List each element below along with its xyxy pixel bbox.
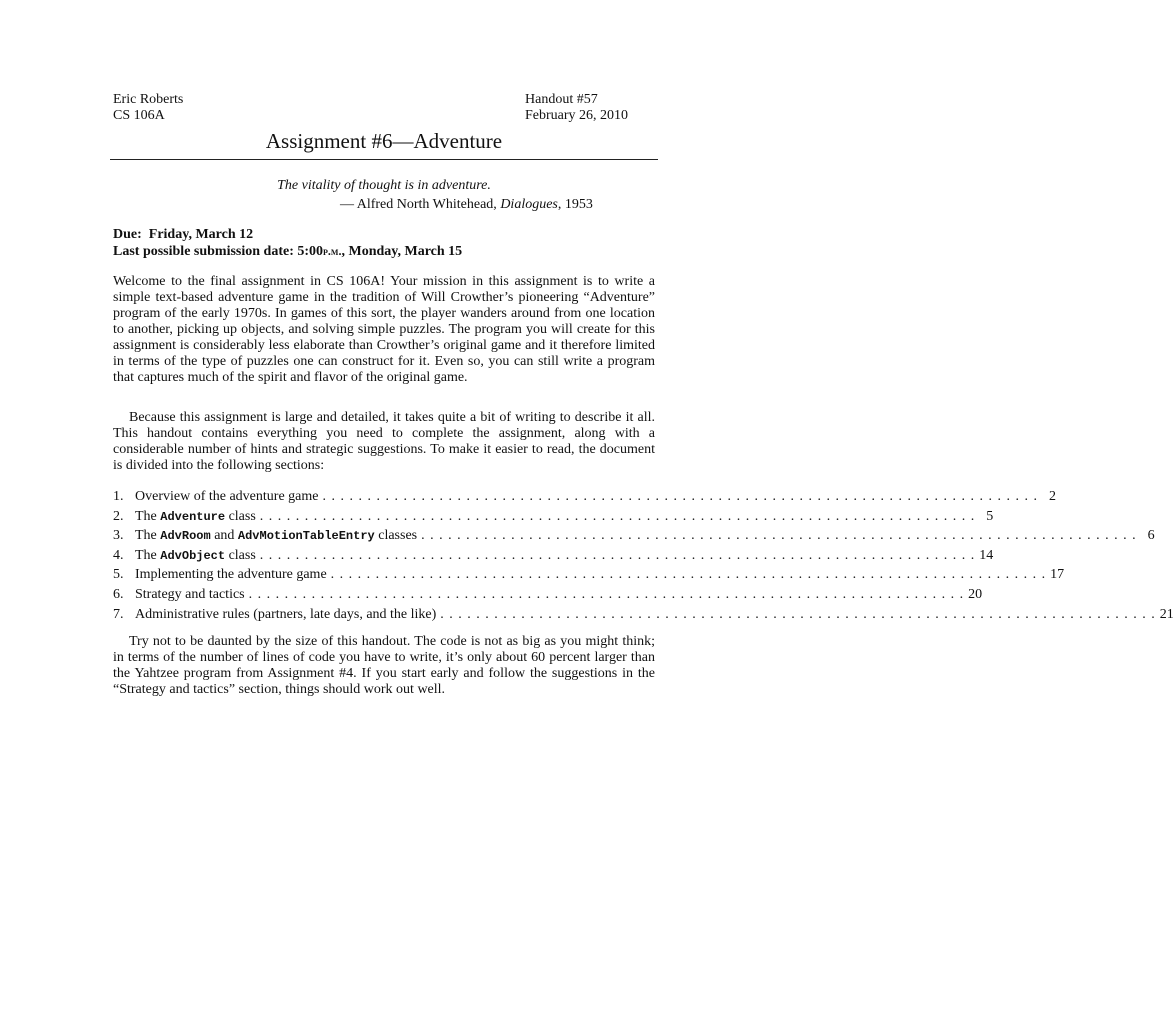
toc-leader: . . . . . . . . . . . . . . . . . . . . . . . . . . . . . . . . . . . . . . . . . . . . . . . . . . . . . . . . . . . . . . . . . . . . . . . . . . . . . . . . — [322, 489, 1038, 504]
sections-paragraph: Because this assignment is large and detailed, it takes quite a bit of writing to describe it all. This handout contains everything you need to complete the assignment, along with a considerable number of hints and strategic suggestions. To make it easier to read, the document is divided into the following sections: — [113, 410, 655, 473]
attribution-author: — Alfred North Whitehead, — [340, 197, 497, 212]
attribution-work: Dialogues — [500, 197, 558, 212]
last-submission-date: Last possible submission date: 5:00p.m., Monday, March 15 — [113, 244, 463, 259]
due-dates — [113, 227, 462, 260]
toc-leader: . . . . . . . . . . . . . . . . . . . . . . . . . . . . . . . . . . . . . . . . . . . . . . . . . . . . . . . . . . . . . . . . . . . . . . . . . . . . . . . . — [330, 567, 1047, 583]
header-left — [113, 92, 183, 124]
toc-number: 6. — [113, 586, 124, 602]
toc-number: 5. — [113, 567, 124, 583]
toc-leader: . . . . . . . . . . . . . . . . . . . . . . . . . . . . . . . . . . . . . . . . . . . . . . . . . . . . . . . . . . . . . . . . . . . . . . . . . . . . . . . . — [259, 547, 976, 563]
toc-label: Implementing the adventure game — [135, 567, 327, 583]
toc-entry — [113, 547, 994, 568]
closing-paragraph: Try not to be daunted by the size of this handout. The code is not as big as you might think; in terms of the number of lines of code you have to write, it’s only about 60 percent larger than the Yahtzee program from Assignment #4. If you start early and follow the suggestions in the “Strategy and tactics” section, things should work out well. — [113, 634, 655, 697]
toc-leader: . . . . . . . . . . . . . . . . . . . . . . . . . . . . . . . . . . . . . . . . . . . . . . . . . . . . . . . . . . . . . . . . . . . . . . . . . . . . . . . . — [248, 586, 965, 602]
toc-leader: . . . . . . . . . . . . . . . . . . . . . . . . . . . . . . . . . . . . . . . . . . . . . . . . . . . . . . . . . . . . . . . . . . . . . . . . . . . . . . . . — [421, 528, 1137, 544]
table-of-contents — [113, 489, 1174, 626]
toc-page-number: 20 — [968, 586, 983, 602]
toc-number: 2. — [113, 508, 124, 524]
toc-entry — [113, 528, 1155, 548]
epigraph-attribution — [340, 197, 593, 213]
toc-leader: . . . . . . . . . . . . . . . . . . . . . . . . . . . . . . . . . . . . . . . . . . . . . . . . . . . . . . . . . . . . . . . . . . . . . . . . . . . . . . . . — [440, 606, 1156, 622]
toc-entry — [113, 606, 1174, 627]
attribution-year: , 1953 — [557, 197, 593, 212]
toc-label: The AdvRoom and AdvMotionTableEntry classes — [135, 528, 418, 544]
toc-label: The AdvObject class — [135, 547, 256, 563]
handout-date: February 26, 2010 — [525, 108, 629, 123]
toc-entry — [113, 489, 1056, 509]
handout-number: Handout #57 — [525, 92, 598, 107]
toc-entry — [113, 586, 983, 607]
toc-page-number: 21 — [1159, 606, 1174, 622]
page-title: Assignment #6—Adventure — [265, 129, 503, 153]
epigraph-quote: The vitality of thought is in adventure. — [277, 178, 491, 193]
toc-page-number: 14 — [979, 547, 994, 563]
toc-leader: . . . . . . . . . . . . . . . . . . . . . . . . . . . . . . . . . . . . . . . . . . . . . . . . . . . . . . . . . . . . . . . . . . . . . . . . . . . . . . . . — [259, 508, 976, 524]
toc-label: Strategy and tactics — [135, 586, 245, 602]
toc-number: 1. — [113, 489, 124, 504]
toc-label: Administrative rules (partners, late days, and the like) — [135, 606, 437, 622]
toc-label: Overview of the adventure game — [135, 489, 319, 504]
title-divider — [110, 159, 658, 160]
toc-page-number: 2 — [1048, 489, 1056, 504]
due-date: Due: Friday, March 12 — [113, 227, 254, 242]
toc-page-number: 5 — [986, 508, 994, 524]
toc-label: The Adventure class — [135, 508, 256, 524]
toc-number: 3. — [113, 528, 124, 544]
header-right — [525, 92, 628, 124]
toc-entry — [113, 567, 1065, 587]
toc-number: 7. — [113, 606, 124, 622]
toc-entry — [113, 508, 994, 529]
intro-paragraph: Welcome to the final assignment in CS 106A! Your mission in this assignment is to write a simple text-based adventure game in the tradition of Will Crowther’s pioneering “Adventure” program of the early 1970s. In games of this sort, the player wanders around from one location to another, picking up objects, and solving simple puzzles. The program you will create for this assignment is considerably less elaborate than Crowther’s original game and it therefore limited in terms of the type of puzzles one can construct for it. Even so, you can still write a program that captures much of the spirit and flavor of the original game. — [113, 274, 655, 385]
toc-page-number: 17 — [1050, 567, 1065, 583]
course-name: CS 106A — [113, 108, 165, 123]
author-name: Eric Roberts — [113, 92, 184, 107]
toc-number: 4. — [113, 547, 124, 563]
toc-page-number: 6 — [1147, 528, 1155, 544]
